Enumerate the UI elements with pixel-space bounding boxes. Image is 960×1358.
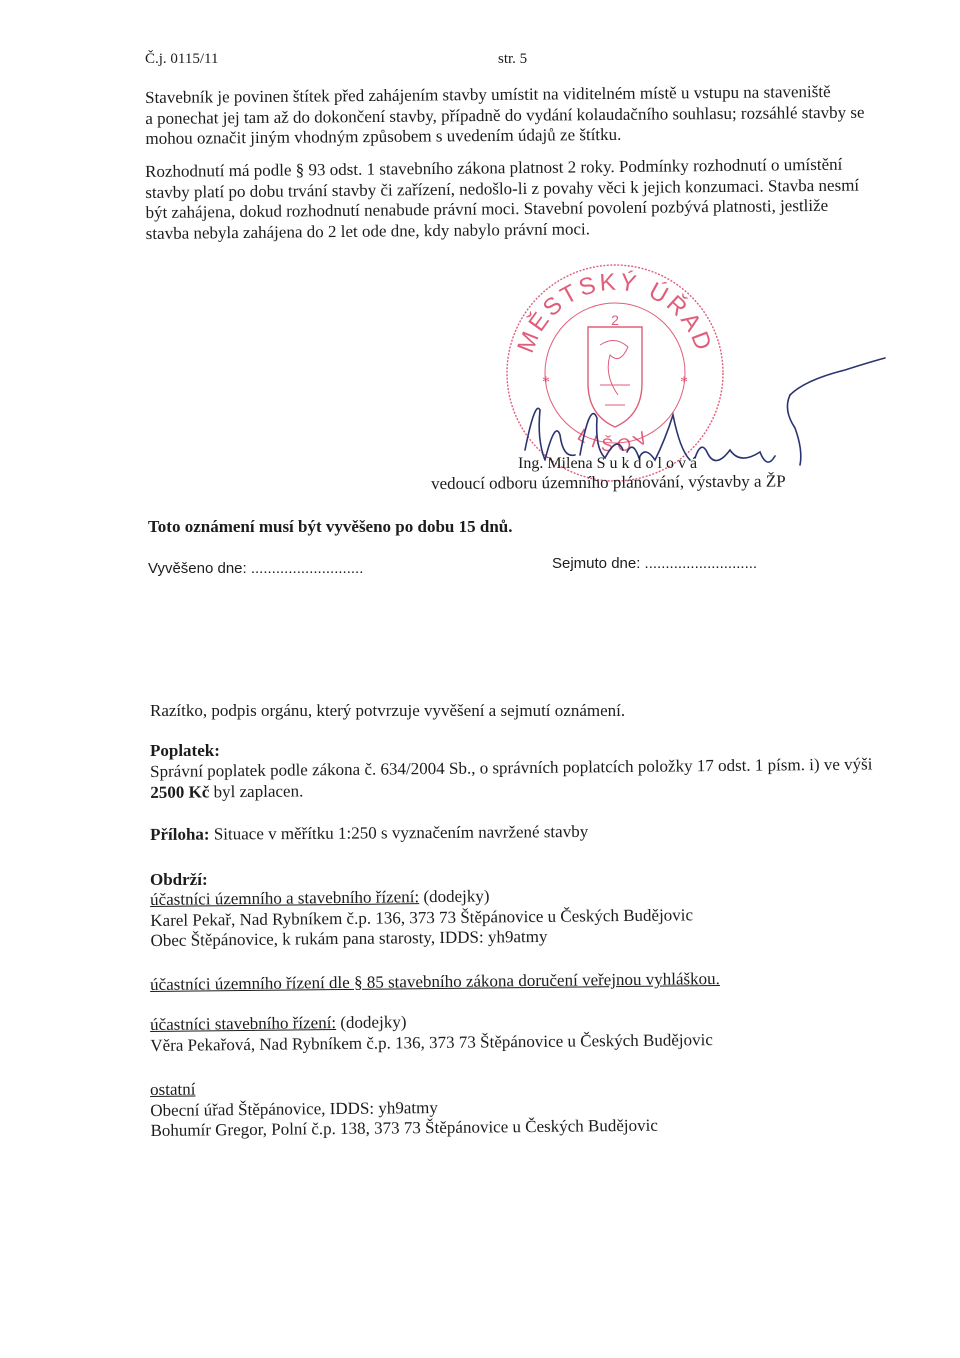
attachment-text: Situace v měřítku 1:250 s vyznačením navržené stavby	[209, 821, 589, 844]
group-note: (dodejky)	[419, 886, 490, 907]
group-title: účastníci stavebního řízení:	[150, 1013, 337, 1034]
fee-line: Správní poplatek podle zákona č. 634/2004 Sb., o správních poplatcích položky 17 odst. 1 písm. i) ve výši	[150, 754, 873, 781]
paragraph-validity	[145, 154, 916, 245]
text-line: stavby platí po dobu trvání stavby či zařízení, nedošlo-li z povahy věci k jejich konzumaci. Stavba nesmí	[145, 175, 860, 202]
text-line: Rozhodnutí má podle § 93 odst. 1 stavebního zákona platnost 2 roky. Podmínky rozhodnutí o umístění	[145, 154, 843, 181]
signatory-name: Ing. Milena S u k d o l o v á	[518, 455, 698, 472]
group-title: účastníci územního a stavebního řízení:	[150, 887, 420, 909]
text-line: stavba nebyla zahájena do 2 let ode dne, kdy nabylo právní moci.	[145, 219, 591, 244]
group-title: ostatní	[150, 1079, 196, 1099]
posting-notice: Toto oznámení musí být vyvěšeno po dobu 15 dnů.	[148, 517, 513, 536]
stamp-bottom-text: LIŠOV	[574, 424, 656, 456]
text-line: Stavebník je povinen štítek před zahájením stavby umístit na viditelném místě u vstupu na staveniště	[145, 82, 831, 107]
attachment	[150, 822, 588, 846]
stamp-number: 2	[611, 312, 619, 328]
posted-date-field: Vyvěšeno dne: ...........................	[148, 560, 364, 577]
stamp-star-icon: *	[542, 374, 550, 391]
removed-date-field: Sejmuto dne: ...........................	[552, 555, 758, 572]
page-number: str. 5	[498, 51, 528, 67]
reference-number: Č.j. 0115/11	[145, 51, 219, 67]
list-item: Obec Štěpánovice, k rukám pana starosty, IDDS: yh9atmy	[150, 927, 548, 951]
stamp-star-icon: *	[680, 374, 688, 391]
signatory-role: vedoucí odboru územního plánování, výstavby a ŽP	[431, 471, 786, 493]
text-line: mohou označit jiným vhodným způsobem s uvedením údajů ze štítku.	[145, 125, 622, 149]
fee-text	[150, 754, 920, 804]
fee-heading: Poplatek:	[150, 741, 220, 760]
text-line: být zahájena, dokud rozhodnutí nenabude právní moci. Stavební povolení pozbývá platnosti, jestliže	[145, 196, 829, 223]
fee-amount: 2500 Kč	[150, 782, 210, 802]
stamp-top-text: MĚSTSKÝ ÚŘAD	[512, 268, 718, 357]
recipient-group	[150, 1009, 713, 1056]
recipient-group	[150, 969, 720, 996]
stamp-signature-note: Razítko, podpis orgánu, který potvrzuje vyvěšení a sejmutí oznámení.	[150, 701, 626, 720]
attachment-label: Příloha:	[150, 824, 210, 844]
list-item: Obecní úřad Štěpánovice, IDDS: yh9atmy	[150, 1097, 438, 1120]
recipients-heading: Obdrží:	[150, 870, 208, 889]
group-title: účastníci územního řízení dle § 85 stavebního zákona doručení veřejnou vyhláškou.	[150, 969, 720, 994]
text-line: a ponechat jej tam až do dokončení stavby, případně do vydání kolaudačního souhlasu; rozsáhlé stavby se	[145, 102, 865, 128]
list-item: Věra Pekařová, Nad Rybníkem č.p. 136, 373 73 Štěpánovice u Českých Budějovic	[150, 1029, 713, 1055]
recipient-group	[150, 1075, 658, 1143]
list-item: Bohumír Gregor, Polní č.p. 138, 373 73 Štěpánovice u Českých Budějovic	[150, 1116, 658, 1141]
group-note: (dodejky)	[335, 1012, 407, 1033]
fee-status: byl zaplacen.	[209, 781, 304, 802]
list-item: Karel Pekař, Nad Rybníkem č.p. 136, 373 73 Štěpánovice u Českých Budějovic	[150, 905, 694, 930]
paragraph-site-sign	[145, 81, 916, 150]
recipient-group	[150, 884, 693, 952]
